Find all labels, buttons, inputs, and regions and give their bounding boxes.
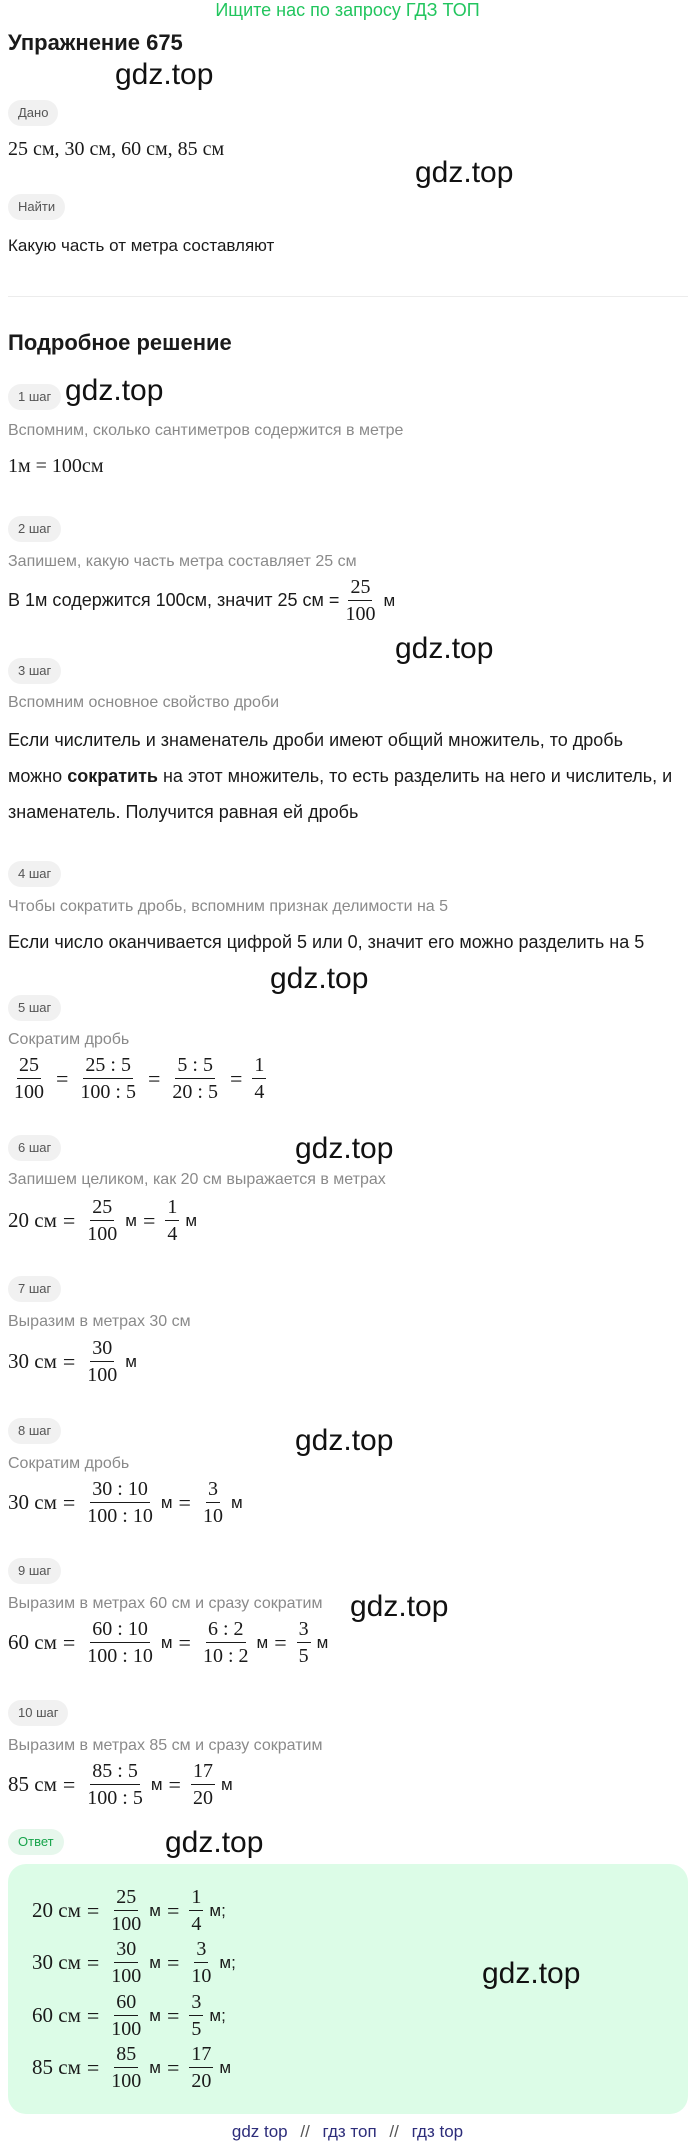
given-badge: Дано <box>8 100 58 126</box>
find-badge: Найти <box>8 194 65 220</box>
fraction: $\frac{60}{100}$ <box>111 1991 142 2040</box>
footer-link[interactable]: gdz top <box>231 2122 288 2141</box>
step-10-text: Выразим в метрах 85 см и сразу сократим <box>8 1737 323 1754</box>
step-10-equation: 85 см = $\frac{85 : 5}{100 : 5}$ м = $\frac{17}{20}$ м <box>8 1760 233 1809</box>
watermark: gdz.top <box>350 1590 449 1623</box>
step-10-badge: 10 шаг <box>8 1700 68 1726</box>
solution-title: Подробное решение <box>8 330 232 355</box>
answer-row: 85 см = $\frac{85}{100}$ м = $\frac{17}{20}$ м <box>32 2043 232 2092</box>
step-7-badge: 7 шаг <box>8 1276 61 1302</box>
step-7-text: Выразим в метрах 30 см <box>8 1313 191 1330</box>
watermark: gdz.top <box>295 1424 394 1457</box>
fraction: $\frac{17}{20}$ <box>192 1760 213 1809</box>
answer-badge: Ответ <box>8 1829 64 1855</box>
fraction: $\frac{17}{20}$ <box>191 2043 212 2092</box>
answer-row: 60 см = $\frac{60}{100}$ м = $\frac{3}{5}$ м; <box>32 1991 226 2040</box>
step-5-text: Сократим дробь <box>8 1031 130 1048</box>
step-2-badge: 2 шаг <box>8 516 61 542</box>
step-5-equation: $\frac{25}{100}$ = $\frac{25 : 5}{100 : 5}$ = $\frac{5 : 5}{20 : 5}$ = $\frac{1}{4}$ <box>14 1054 265 1103</box>
fraction: $\frac{25}{100}$ <box>14 1054 44 1103</box>
footer-link[interactable]: гдз топ <box>322 2122 377 2141</box>
step-3-paragraph-3: знаменатель. Получится равная ей дробь <box>8 802 359 822</box>
fraction: $\frac{5 : 5}{20 : 5}$ <box>172 1054 218 1103</box>
divider <box>8 296 688 297</box>
given-text: 25 см, 30 см, 60 см, 85 см <box>8 138 225 160</box>
step-7-equation: 30 см = $\frac{30}{100}$ м <box>8 1337 137 1386</box>
fraction: $\frac{25}{100}$ <box>87 1196 118 1245</box>
step-9-equation: 60 см = $\frac{60 : 10}{100 : 10}$ м = $\frac{6 : 2}{10 : 2}$ м = $\frac{3}{5}$ м <box>8 1618 329 1667</box>
fraction: $\frac{25 : 5}{100 : 5}$ <box>80 1054 136 1103</box>
search-banner: Ищите нас по запросу ГДЗ ТОП <box>215 0 480 20</box>
page-title: Упражнение 675 <box>8 30 183 55</box>
step-2-equation: В 1м содержится 100см, значит 25 см = $\frac{25}{100}$ м <box>8 576 396 625</box>
step-8-badge: 8 шаг <box>8 1418 61 1444</box>
footer-link[interactable]: гдз top <box>411 2122 464 2141</box>
step-3-paragraph-2: можно сократить на этот множитель, то есть разделить на него и числитель, и <box>8 766 673 786</box>
watermark: gdz.top <box>415 156 514 189</box>
find-text: Какую часть от метра составляют <box>8 236 275 255</box>
fraction: $\frac{30}{100}$ <box>87 1337 118 1386</box>
step-9-text: Выразим в метрах 60 см и сразу сократим <box>8 1595 323 1612</box>
step-2-prefix: В 1м содержится 100см, значит 25 см = <box>8 590 340 610</box>
fraction: $\frac{3}{10}$ <box>202 1478 223 1527</box>
fraction: $\frac{3}{5}$ <box>298 1618 309 1667</box>
step-4-text: Чтобы сократить дробь, вспомним признак делимости на 5 <box>8 898 449 915</box>
step-2-text: Запишем, какую часть метра составляет 25 см <box>8 553 357 570</box>
fraction: $\frac{25}{100}$ <box>345 576 376 625</box>
fraction: $\frac{6 : 2}{10 : 2}$ <box>202 1618 249 1667</box>
watermark: gdz.top <box>295 1132 394 1165</box>
step-6-badge: 6 шаг <box>8 1135 61 1161</box>
step-6-text: Запишем целиком, как 20 см выражается в метрах <box>8 1171 386 1188</box>
step-1-badge: 1 шаг <box>8 384 61 410</box>
fraction: $\frac{3}{5}$ <box>191 1991 202 2040</box>
step-3-text: Вспомним основное свойство дроби <box>8 694 280 711</box>
fraction: $\frac{1}{4}$ <box>254 1054 265 1103</box>
step-8-equation: 30 см = $\frac{30 : 10}{100 : 10}$ м = $\frac{3}{10}$ м <box>8 1478 243 1527</box>
watermark: gdz.top <box>395 632 494 665</box>
step-1-line: 1м = 100см <box>8 455 104 477</box>
fraction: $\frac{30}{100}$ <box>111 1938 142 1987</box>
fraction: $\frac{25}{100}$ <box>111 1886 142 1935</box>
step-1-text: Вспомним, сколько сантиметров содержится в метре <box>8 422 404 439</box>
step-8-text: Сократим дробь <box>8 1455 130 1472</box>
step-9-badge: 9 шаг <box>8 1558 61 1584</box>
watermark: gdz.top <box>115 58 214 91</box>
watermark: gdz.top <box>482 1957 581 1990</box>
fraction: $\frac{85 : 5}{100 : 5}$ <box>87 1760 143 1809</box>
watermark: gdz.top <box>65 374 164 407</box>
fraction: $\frac{85}{100}$ <box>111 2043 142 2092</box>
step-4-line: Если число оканчивается цифрой 5 или 0, значит его можно разделить на 5 <box>8 932 645 952</box>
fraction: $\frac{60 : 10}{100 : 10}$ <box>87 1618 153 1667</box>
step-3-paragraph-1: Если числитель и знаменатель дроби имеют общий множитель, то дробь <box>8 730 623 750</box>
footer-links: gdz top // гдз топ // гдз top <box>231 2122 464 2141</box>
fraction: $\frac{30 : 10}{100 : 10}$ <box>87 1478 153 1527</box>
watermark: gdz.top <box>270 962 369 995</box>
step-4-badge: 4 шаг <box>8 861 61 887</box>
fraction: $\frac{1}{4}$ <box>167 1196 178 1245</box>
step-5-badge: 5 шаг <box>8 995 61 1021</box>
answer-row: 20 см = $\frac{25}{100}$ м = $\frac{1}{4}$ м; <box>32 1886 226 1935</box>
watermark: gdz.top <box>165 1826 264 1859</box>
fraction: $\frac{1}{4}$ <box>191 1886 202 1935</box>
step-3-badge: 3 шаг <box>8 658 61 684</box>
step-6-equation: 20 см = $\frac{25}{100}$ м = $\frac{1}{4}$ м <box>8 1196 198 1245</box>
answer-row: 30 см = $\frac{30}{100}$ м = $\frac{3}{10}$ м; <box>32 1938 236 1987</box>
fraction: $\frac{3}{10}$ <box>191 1938 212 1987</box>
